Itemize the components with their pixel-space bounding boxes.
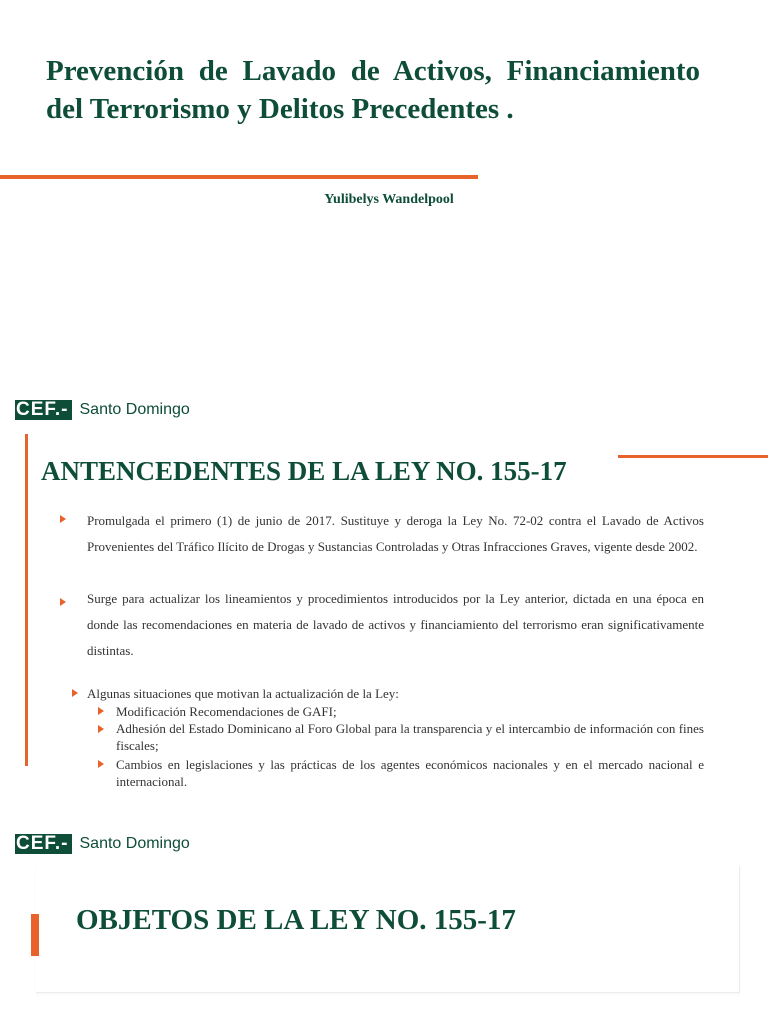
slide3-heading: OBJETOS DE LA LEY NO. 155-17	[76, 904, 516, 936]
bullet-triangle-icon	[60, 598, 66, 606]
author-name: Yulibelys Wandelpool	[324, 192, 454, 207]
bullet-triangle-icon	[72, 689, 78, 697]
cef-logo-mark: CEF.-	[15, 834, 72, 854]
bullet-triangle-icon	[98, 760, 104, 768]
cef-logo	[15, 398, 190, 422]
document-title: Prevención de Lavado de Activos, Financiamiento del Terrorismo y Delitos Precedentes .	[46, 55, 700, 125]
slide2-sub-bullet-2: Adhesión del Estado Dominicano al Foro Global para la transparencia y el intercambio de información con fines fiscales;	[116, 721, 704, 753]
cef-logo-text: Santo Domingo	[79, 401, 190, 418]
slide3-left-accent-bar	[31, 914, 39, 956]
slide2-left-accent-bar	[25, 434, 28, 766]
slide2-sub-bullet-1: Modificación Recomendaciones de GAFI;	[116, 704, 337, 719]
cef-logo-mark: CEF.-	[15, 400, 72, 420]
slide2-heading: ANTENCEDENTES DE LA LEY NO. 155-17	[41, 456, 567, 486]
cef-logo-text: Santo Domingo	[79, 835, 190, 852]
slide2-bullet-2: Surge para actualizar los lineamientos y procedimientos introducidos por la Ley anterior, dictada en una época en donde las recomendaciones en materia de lavado de activos y financiamiento del terrorismo eran significativamente distintas.	[87, 591, 704, 658]
title-underline	[0, 175, 478, 179]
bullet-triangle-icon	[60, 515, 66, 523]
slide2-bullet-1: Promulgada el primero (1) de junio de 2017. Sustituye y deroga la Ley No. 72-02 contra el Lavado de Activos Provenientes del Tráfico Ilícito de Drogas y Sustancias Controladas y Otras Infracciones Graves, vigente desde 2002.	[87, 513, 704, 554]
bullet-triangle-icon	[98, 725, 104, 733]
slide2-intro: Algunas situaciones que motivan la actualización de la Ley:	[87, 686, 399, 701]
bullet-triangle-icon	[98, 707, 104, 715]
cef-logo	[15, 832, 190, 856]
slide2-sub-bullet-3: Cambios en legislaciones y las prácticas de los agentes económicos nacionales y en el mercado nacional e internacional.	[116, 757, 704, 789]
slide2-right-accent-line	[618, 455, 768, 458]
